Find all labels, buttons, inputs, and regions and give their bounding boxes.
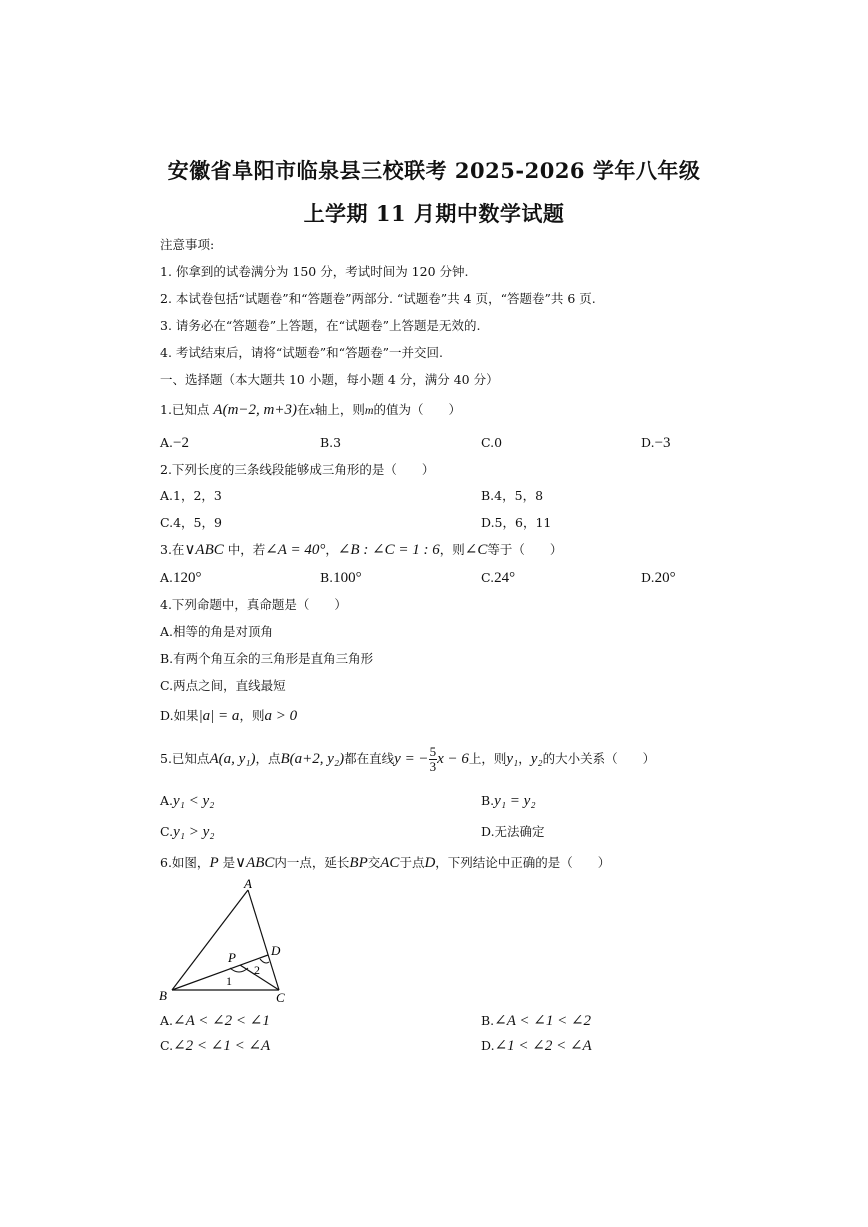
label-c: C: [276, 990, 285, 1005]
label-p: P: [228, 950, 236, 965]
label-b: B: [159, 988, 167, 1003]
notice-heading: 注意事项:: [160, 237, 215, 252]
question-5-option-d: D.无法确定: [481, 824, 545, 839]
question-4-option-a: A.相等的角是对顶角: [160, 624, 274, 639]
question-2-option-b: B.4，5，8: [481, 488, 544, 503]
question-1-option-a: A.−2: [160, 435, 189, 451]
question-5-option-c: C.y₁ > y₂: [160, 824, 215, 840]
question-5-option-b: B.y₁ = y₂: [481, 793, 536, 809]
question-4-option-b: B.有两个角互余的三角形是直角三角形: [160, 651, 374, 666]
title-line-1: 安徽省阜阳市临泉县三校联考 2025-2026 学年八年级: [167, 158, 701, 183]
question-3-stem: 3.在∨ABC 中，若∠A = 40°，∠B : ∠C = 1 : 6，则∠C等于（ ）: [160, 542, 563, 558]
angle-2-arc: [260, 959, 269, 963]
question-4-stem: 4.下列命题中，真命题是（ ）: [160, 597, 347, 612]
triangle-figure: [155, 876, 295, 1006]
title-line-2: 上学期 11 月期中数学试题: [303, 201, 565, 226]
question-3-option-a: A.120°: [160, 570, 202, 586]
question-1-option-d: D.−3: [641, 435, 671, 451]
question-1-option-c: C.0: [481, 435, 503, 450]
label-angle-2: 2: [254, 963, 260, 977]
notice-item-3: 3. 请务必在“答题卷”上答题，在“试题卷”上答题是无效的.: [160, 318, 481, 333]
question-3-option-c: C.24°: [481, 570, 516, 586]
question-4-option-d: D.如果|a| = a，则a > 0: [160, 708, 298, 724]
label-d: D: [271, 943, 281, 958]
notice-item-4: 4. 考试结束后，请将“试题卷”和“答题卷”一并交回.: [160, 345, 443, 360]
question-2-option-c: C.4，5，9: [160, 515, 222, 530]
question-4-option-c: C.两点之间，直线最短: [160, 678, 286, 693]
label-angle-1: 1: [226, 974, 232, 988]
question-6-option-b: B.∠A < ∠1 < ∠2: [481, 1013, 592, 1029]
side-ab: [172, 890, 248, 990]
fraction-five-thirds: $\frac{5}{3}$: [429, 744, 437, 774]
question-2-option-d: D.5，6，11: [481, 515, 552, 530]
question-3-option-d: D.20°: [641, 570, 676, 586]
label-a: A: [244, 876, 252, 891]
question-2-option-a: A.1，2，3: [160, 488, 222, 503]
question-2-stem: 2.下列长度的三条线段能够成三角形的是（ ）: [160, 462, 435, 477]
notice-item-2: 2. 本试卷包括“试题卷”和“答题卷”两部分. “试题卷”共 4 页，“答题卷”共 6 页.: [160, 291, 596, 306]
question-6-stem: 6.如图，P 是∨ABC内一点，延长BP交AC于点D，下列结论中正确的是（ ）: [160, 855, 611, 871]
notice-item-1: 1. 你拿到的试卷满分为 150 分，考试时间为 120 分钟.: [160, 264, 469, 279]
question-6-option-c: C.∠2 < ∠1 < ∠A: [160, 1038, 271, 1054]
question-1-stem: 1.已知点 A(m−2, m+3)在x轴上，则m的值为（ ）: [160, 402, 462, 418]
question-5-stem: 5.已知点A(a, y₁)，点B(a+2, y₂)都在直线y = − $\frac{5}{3}$ x − 6上，则y₁，y₂的大小关系（ ）: [160, 744, 656, 774]
side-ac: [248, 890, 279, 990]
question-3-option-b: B.100°: [320, 570, 362, 586]
question-6-option-d: D.∠1 < ∠2 < ∠A: [481, 1038, 592, 1054]
question-1-option-b: B.3: [320, 435, 342, 450]
question-5-option-a: A.y₁ < y₂: [160, 793, 215, 809]
section-heading: 一、选择题（本大题共 10 小题，每小题 4 分，满分 40 分）: [160, 372, 499, 387]
question-6-option-a: A.∠A < ∠2 < ∠1: [160, 1013, 270, 1029]
